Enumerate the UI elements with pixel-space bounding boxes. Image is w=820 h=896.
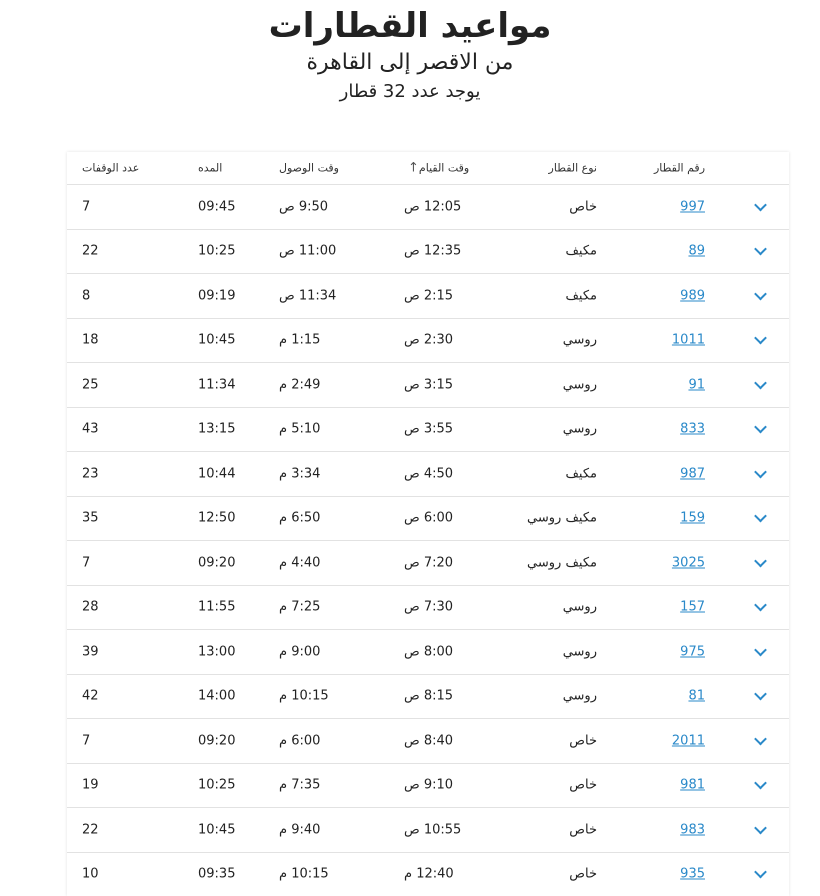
- route-subtitle: من الاقصر إلى القاهرة: [0, 48, 820, 78]
- duration-cell: 10:44: [198, 466, 235, 481]
- column-header-stops[interactable]: عدد الوقفات: [82, 162, 139, 175]
- departure-cell: 12:05 ص: [404, 199, 461, 214]
- column-header-train-number[interactable]: رقم القطار: [654, 162, 705, 175]
- train-number-link[interactable]: 833: [680, 422, 705, 437]
- stops-cell: 25: [82, 377, 99, 392]
- chevron-down-icon[interactable]: [756, 382, 765, 387]
- train-type-cell: مكيف: [565, 466, 597, 481]
- departure-cell: 8:00 ص: [404, 644, 453, 659]
- stops-cell: 35: [82, 511, 99, 526]
- departure-cell: 12:40 م: [404, 867, 454, 882]
- table-row: [67, 407, 789, 452]
- chevron-down-icon[interactable]: [756, 560, 765, 565]
- column-header-arrival[interactable]: وقت الوصول: [279, 162, 339, 175]
- page-header: [0, 0, 820, 106]
- stops-cell: 18: [82, 333, 99, 348]
- duration-cell: 10:25: [198, 778, 235, 793]
- arrival-cell: 10:15 م: [279, 689, 329, 704]
- train-number-link[interactable]: 997: [680, 199, 705, 214]
- chevron-down-icon[interactable]: [756, 249, 765, 254]
- chevron-down-icon[interactable]: [756, 649, 765, 654]
- arrival-cell: 9:00 م: [279, 644, 320, 659]
- train-type-cell: روسي: [563, 422, 597, 437]
- stops-cell: 23: [82, 466, 99, 481]
- duration-cell: 10:45: [198, 333, 235, 348]
- arrival-cell: 9:50 ص: [279, 199, 328, 214]
- train-type-cell: روسي: [563, 689, 597, 704]
- stops-cell: 42: [82, 689, 99, 704]
- departure-cell: 8:15 ص: [404, 689, 453, 704]
- table-row: [67, 451, 789, 496]
- stops-cell: 39: [82, 644, 99, 659]
- duration-cell: 10:25: [198, 244, 235, 259]
- stops-cell: 7: [82, 199, 90, 214]
- column-header-departure[interactable]: [404, 161, 469, 176]
- departure-cell: 4:50 ص: [404, 466, 453, 481]
- stops-cell: 19: [82, 778, 99, 793]
- departure-cell: 7:20 ص: [404, 555, 453, 570]
- table-row: [67, 229, 789, 274]
- train-type-cell: خاص: [569, 867, 597, 882]
- table-row: [67, 629, 789, 674]
- stops-cell: 8: [82, 288, 90, 303]
- duration-cell: 09:35: [198, 867, 235, 882]
- duration-cell: 09:45: [198, 199, 235, 214]
- arrival-cell: 2:49 م: [279, 377, 320, 392]
- trains-table: [67, 152, 789, 896]
- departure-cell: 9:10 ص: [404, 778, 453, 793]
- stops-cell: 7: [82, 555, 90, 570]
- departure-cell: 12:35 ص: [404, 244, 461, 259]
- train-type-cell: مكيف: [565, 244, 597, 259]
- train-number-link[interactable]: 81: [688, 689, 705, 704]
- chevron-down-icon[interactable]: [756, 783, 765, 788]
- train-type-cell: خاص: [569, 778, 597, 793]
- table-row: [67, 362, 789, 407]
- duration-cell: 09:19: [198, 288, 235, 303]
- train-number-link[interactable]: 157: [680, 600, 705, 615]
- table-body: [67, 184, 789, 896]
- duration-cell: 13:00: [198, 644, 235, 659]
- departure-cell: 8:40 ص: [404, 733, 453, 748]
- departure-cell: 6:00 ص: [404, 511, 453, 526]
- train-type-cell: روسي: [563, 600, 597, 615]
- table-row: [67, 273, 789, 318]
- train-type-cell: مكيف: [565, 288, 597, 303]
- table-row: [67, 807, 789, 852]
- duration-cell: 14:00: [198, 689, 235, 704]
- departure-cell: 2:30 ص: [404, 333, 453, 348]
- arrival-cell: 9:40 م: [279, 822, 320, 837]
- train-number-link[interactable]: 987: [680, 466, 705, 481]
- stops-cell: 28: [82, 600, 99, 615]
- train-number-link[interactable]: 981: [680, 778, 705, 793]
- train-number-link[interactable]: 91: [688, 377, 705, 392]
- departure-cell: 7:30 ص: [404, 600, 453, 615]
- stops-cell: 22: [82, 822, 99, 837]
- train-type-cell: خاص: [569, 822, 597, 837]
- table-row: [67, 852, 789, 896]
- duration-cell: 11:34: [198, 377, 235, 392]
- table-row: [67, 674, 789, 719]
- train-number-link[interactable]: 3025: [672, 555, 705, 570]
- arrival-cell: 1:15 م: [279, 333, 320, 348]
- stops-cell: 43: [82, 422, 99, 437]
- chevron-down-icon[interactable]: [756, 204, 765, 209]
- arrival-cell: 4:40 م: [279, 555, 320, 570]
- arrival-cell: 6:50 م: [279, 511, 320, 526]
- column-header-train-type[interactable]: نوع القطار: [549, 162, 597, 175]
- chevron-down-icon[interactable]: [756, 427, 765, 432]
- table-header: [67, 152, 789, 184]
- arrival-cell: 11:34 ص: [279, 288, 336, 303]
- stops-cell: 10: [82, 867, 99, 882]
- train-number-link[interactable]: 935: [680, 867, 705, 882]
- train-type-cell: خاص: [569, 733, 597, 748]
- table-row: [67, 718, 789, 763]
- train-type-cell: مكيف روسي: [527, 511, 597, 526]
- arrival-cell: 11:00 ص: [279, 244, 336, 259]
- column-header-duration[interactable]: المده: [198, 162, 222, 175]
- train-number-link[interactable]: 159: [680, 511, 705, 526]
- stops-cell: 22: [82, 244, 99, 259]
- duration-cell: 09:20: [198, 555, 235, 570]
- arrow-up-icon[interactable]: ↑: [408, 161, 419, 176]
- duration-cell: 11:55: [198, 600, 235, 615]
- arrival-cell: 10:15 م: [279, 867, 329, 882]
- chevron-down-icon[interactable]: [756, 516, 765, 521]
- table-row: [67, 184, 789, 229]
- table-row: [67, 496, 789, 541]
- departure-cell: 10:55 ص: [404, 822, 461, 837]
- train-number-link[interactable]: 2011: [672, 733, 705, 748]
- table-row: [67, 540, 789, 585]
- stops-cell: 7: [82, 733, 90, 748]
- arrival-cell: 5:10 م: [279, 422, 320, 437]
- duration-cell: 12:50: [198, 511, 235, 526]
- arrival-cell: 6:00 م: [279, 733, 320, 748]
- train-number-link[interactable]: 89: [688, 244, 705, 259]
- train-type-cell: روسي: [563, 333, 597, 348]
- departure-cell: 2:15 ص: [404, 288, 453, 303]
- train-count: يوجد عدد 32 قطار: [0, 78, 820, 106]
- train-type-cell: مكيف روسي: [527, 555, 597, 570]
- column-header-departure-label: وقت القيام: [419, 162, 469, 175]
- train-type-cell: روسي: [563, 644, 597, 659]
- page-title: مواعيد القطارات: [0, 0, 820, 48]
- train-number-link[interactable]: 989: [680, 288, 705, 303]
- duration-cell: 10:45: [198, 822, 235, 837]
- chevron-down-icon[interactable]: [756, 694, 765, 699]
- arrival-cell: 3:34 م: [279, 466, 320, 481]
- duration-cell: 09:20: [198, 733, 235, 748]
- table-row: [67, 763, 789, 808]
- chevron-down-icon[interactable]: [756, 338, 765, 343]
- train-type-cell: روسي: [563, 377, 597, 392]
- departure-cell: 3:55 ص: [404, 422, 453, 437]
- duration-cell: 13:15: [198, 422, 235, 437]
- arrival-cell: 7:35 م: [279, 778, 320, 793]
- chevron-down-icon[interactable]: [756, 738, 765, 743]
- table-row: [67, 585, 789, 630]
- chevron-down-icon[interactable]: [756, 471, 765, 476]
- train-number-link[interactable]: 983: [680, 822, 705, 837]
- train-type-cell: خاص: [569, 199, 597, 214]
- departure-cell: 3:15 ص: [404, 377, 453, 392]
- arrival-cell: 7:25 م: [279, 600, 320, 615]
- chevron-down-icon[interactable]: [756, 827, 765, 832]
- table-row: [67, 318, 789, 363]
- chevron-down-icon[interactable]: [756, 605, 765, 610]
- train-number-link[interactable]: 975: [680, 644, 705, 659]
- train-number-link[interactable]: 1011: [672, 333, 705, 348]
- chevron-down-icon[interactable]: [756, 293, 765, 298]
